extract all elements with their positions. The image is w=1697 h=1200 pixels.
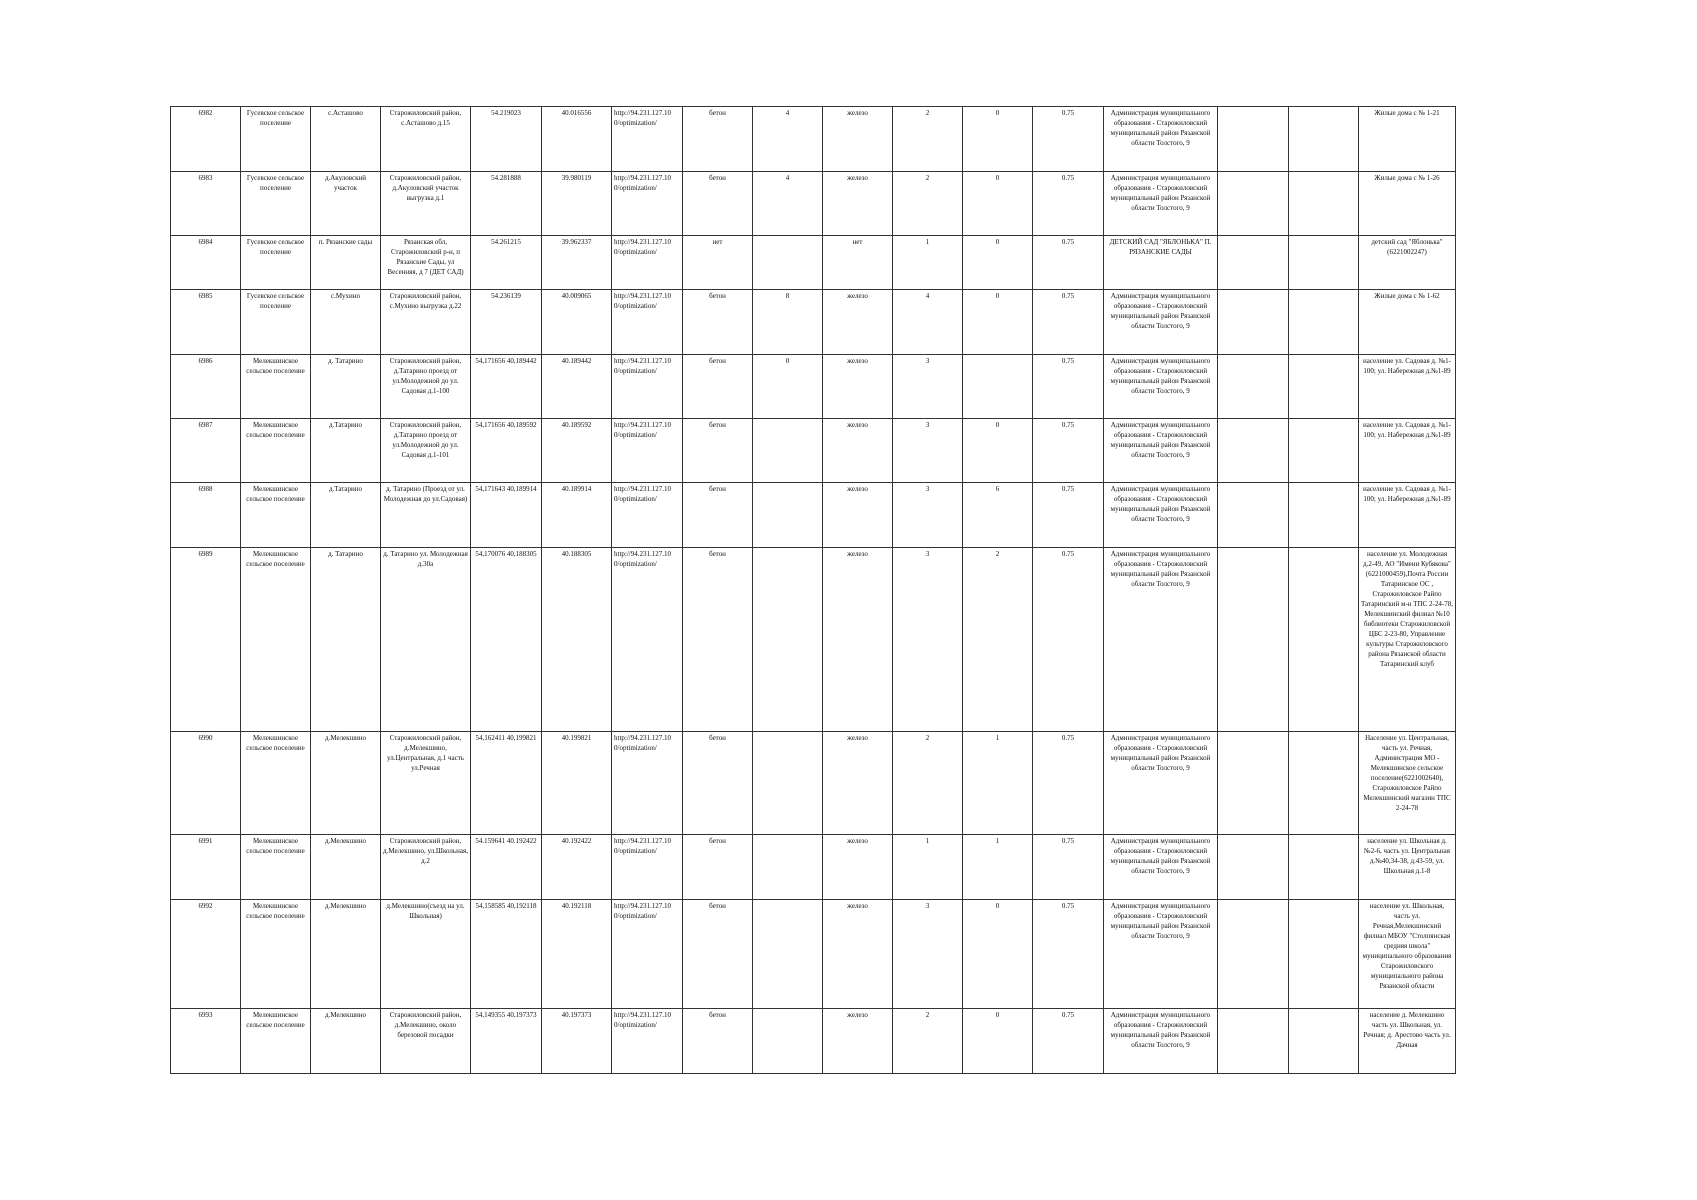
cell-lat: 54,149355 40,197373: [471, 1009, 542, 1074]
cell-locality: п. Рязанские сады: [311, 236, 381, 290]
cell-e2: [1289, 236, 1359, 290]
cell-cont-plan: 0: [963, 107, 1033, 172]
cell-area: [753, 732, 823, 835]
cell-settlement: Мелекшинское сельское поселение: [241, 548, 311, 732]
cell-cover: бетон: [683, 172, 753, 236]
cell-owner: Администрация муниципального образования - Старожиловский муниципальный район Рязанской области Толстого, 9: [1104, 107, 1218, 172]
cell-num: 6984: [171, 236, 241, 290]
cell-settlement: Мелекшинское сельское поселение: [241, 483, 311, 548]
table-row: [171, 1009, 1456, 1074]
cell-locality: д.Мелекшино: [311, 900, 381, 1009]
cell-e1: [1218, 732, 1289, 835]
cell-num: 6988: [171, 483, 241, 548]
cell-locality: д.Мелекшино: [311, 835, 381, 900]
cell-cover: бетон: [683, 355, 753, 419]
registry-table: [170, 106, 1456, 1074]
cell-owner: Администрация муниципального образования - Старожиловский муниципальный район Рязанской области Толстого, 9: [1104, 290, 1218, 355]
cell-locality: д.Акуловский участок: [311, 172, 381, 236]
cell-url: http://94.231.127.10 0/optimization/: [612, 1009, 683, 1074]
cell-lon: 40.189914: [542, 483, 612, 548]
cell-e2: [1289, 1009, 1359, 1074]
cell-url: http://94.231.127.10 0/optimization/: [612, 483, 683, 548]
cell-num: 6983: [171, 172, 241, 236]
table-row: [171, 107, 1456, 172]
cell-settlement: Гусевское сельское поселение: [241, 107, 311, 172]
cell-cont-plan: 6: [963, 483, 1033, 548]
cell-fence: железо: [823, 1009, 893, 1074]
cell-lon: 40.197373: [542, 1009, 612, 1074]
cell-lat: 54,170076 40,188305: [471, 548, 542, 732]
cell-fence: железо: [823, 483, 893, 548]
cell-e2: [1289, 172, 1359, 236]
cell-locality: с.Асташово: [311, 107, 381, 172]
cell-lat: 54.281888: [471, 172, 542, 236]
cell-lat: 54.236139: [471, 290, 542, 355]
cell-area: [753, 419, 823, 483]
cell-e1: [1218, 355, 1289, 419]
cell-lon: 40.199821: [542, 732, 612, 835]
cell-settlement: Мелекшинское сельское поселение: [241, 419, 311, 483]
cell-address: Старожиловский район, д.Мелекшино, ул.Центральная, д.1 часть ул.Речная: [381, 732, 471, 835]
cell-cont-plan: [963, 355, 1033, 419]
cell-e1: [1218, 290, 1289, 355]
cell-area: [753, 483, 823, 548]
cell-volume: 0.75: [1033, 172, 1104, 236]
cell-volume: 0.75: [1033, 900, 1104, 1009]
cell-num: 6986: [171, 355, 241, 419]
cell-owner: Администрация муниципального образования - Старожиловский муниципальный район Рязанской области Толстого, 9: [1104, 1009, 1218, 1074]
cell-locality: с.Мухино: [311, 290, 381, 355]
cell-area: [753, 1009, 823, 1074]
cell-cont-count: 1: [893, 236, 963, 290]
cell-e1: [1218, 900, 1289, 1009]
cell-volume: 0.75: [1033, 355, 1104, 419]
cell-sources: население ул. Школьная, часть ул. Речная,Мелекшинский филиал МБОУ "Столпянская средняя школа" муниципального образования Старожиловского муниципального района Рязанской области: [1359, 900, 1456, 1009]
cell-e1: [1218, 1009, 1289, 1074]
cell-lon: 40.189442: [542, 355, 612, 419]
cell-address: Старожиловский район, д.Акуловский участок выгрузка д.1: [381, 172, 471, 236]
cell-lat: 54,171656 40,189592: [471, 419, 542, 483]
cell-e1: [1218, 419, 1289, 483]
cell-address: Старожиловский район, д.Татарино проезд от ул.Молодежной до ул. Садовая д.1-100: [381, 355, 471, 419]
cell-volume: 0.75: [1033, 419, 1104, 483]
table-row: [171, 900, 1456, 1009]
cell-lat: 54,162411 40,199821: [471, 732, 542, 835]
cell-lon: 40.009065: [542, 290, 612, 355]
table-row: [171, 732, 1456, 835]
cell-address: Рязанская обл, Старожиловский р-н, п Рязанские Сады, ул Весенняя, д 7 (ДЕТ САД): [381, 236, 471, 290]
cell-sources: население ул. Садовая д. №1-100; ул. Набережная д.№1-89: [1359, 355, 1456, 419]
table-row: [171, 419, 1456, 483]
cell-cont-plan: 0: [963, 172, 1033, 236]
cell-cont-plan: 2: [963, 548, 1033, 732]
cell-owner: Администрация муниципального образования - Старожиловский муниципальный район Рязанской области Толстого, 9: [1104, 548, 1218, 732]
cell-area: [753, 900, 823, 1009]
cell-lon: 40.188305: [542, 548, 612, 732]
cell-settlement: Мелекшинское сельское поселение: [241, 1009, 311, 1074]
cell-fence: нет: [823, 236, 893, 290]
cell-address: д. Татарино ул. Молодежная д.30а: [381, 548, 471, 732]
cell-area: [753, 236, 823, 290]
cell-settlement: Мелекшинское сельское поселение: [241, 835, 311, 900]
cell-lat: 54,158585 40,192118: [471, 900, 542, 1009]
cell-sources: население ул. Школьная д.№2-6, часть ул. Центральная д.№40,34-38, д.43-59, ул. Школьная д.1-8: [1359, 835, 1456, 900]
cell-cont-count: 3: [893, 483, 963, 548]
cell-settlement: Мелекшинское сельское поселение: [241, 355, 311, 419]
cell-area: [753, 548, 823, 732]
cell-fence: железо: [823, 835, 893, 900]
table-row: [171, 172, 1456, 236]
cell-fence: железо: [823, 548, 893, 732]
cell-num: 6985: [171, 290, 241, 355]
cell-e1: [1218, 236, 1289, 290]
cell-volume: 0.75: [1033, 548, 1104, 732]
cell-e1: [1218, 107, 1289, 172]
cell-cont-plan: 0: [963, 419, 1033, 483]
cell-owner: ДЕТСКИЙ САД "ЯБЛОНЬКА" П. РЯЗАНСКИЕ САДЫ: [1104, 236, 1218, 290]
cell-e2: [1289, 835, 1359, 900]
cell-cover: бетон: [683, 483, 753, 548]
cell-cont-count: 2: [893, 172, 963, 236]
cell-sources: Жилые дома с № 1-62: [1359, 290, 1456, 355]
cell-locality: д.Мелекшино: [311, 1009, 381, 1074]
cell-lat: 54.219023: [471, 107, 542, 172]
table-row: [171, 355, 1456, 419]
cell-sources: население ул. Садовая д. №1-100; ул. Набережная д.№1-89: [1359, 483, 1456, 548]
cell-num: 6987: [171, 419, 241, 483]
cell-area: [753, 835, 823, 900]
cell-volume: 0.75: [1033, 835, 1104, 900]
cell-owner: Администрация муниципального образования - Старожиловский муниципальный район Рязанской области Толстого, 9: [1104, 835, 1218, 900]
cell-area: 8: [753, 290, 823, 355]
cell-lon: 40.189592: [542, 419, 612, 483]
cell-area: 0: [753, 355, 823, 419]
cell-e2: [1289, 419, 1359, 483]
cell-cont-count: 2: [893, 1009, 963, 1074]
cell-lat: 54,171656 40,189442: [471, 355, 542, 419]
cell-cont-plan: 0: [963, 1009, 1033, 1074]
cell-cont-count: 2: [893, 732, 963, 835]
cell-num: 6989: [171, 548, 241, 732]
cell-url: http://94.231.127.10 0/optimization/: [612, 236, 683, 290]
table-row: [171, 236, 1456, 290]
cell-lon: 40.016556: [542, 107, 612, 172]
cell-url: http://94.231.127.10 0/optimization/: [612, 900, 683, 1009]
cell-cover: бетон: [683, 835, 753, 900]
cell-owner: Администрация муниципального образования - Старожиловский муниципальный район Рязанской области Толстого, 9: [1104, 419, 1218, 483]
cell-owner: Администрация муниципального образования - Старожиловский муниципальный район Рязанской области Толстого, 9: [1104, 172, 1218, 236]
table-row: [171, 548, 1456, 732]
cell-volume: 0.75: [1033, 1009, 1104, 1074]
cell-url: http://94.231.127.10 0/optimization/: [612, 419, 683, 483]
cell-cover: бетон: [683, 1009, 753, 1074]
cell-settlement: Мелекшинское сельское поселение: [241, 900, 311, 1009]
cell-url: http://94.231.127.10 0/optimization/: [612, 107, 683, 172]
cell-sources: детский сад "Яблонька"(6221002247): [1359, 236, 1456, 290]
cell-volume: 0.75: [1033, 107, 1104, 172]
cell-e2: [1289, 900, 1359, 1009]
cell-locality: д.Татарино: [311, 483, 381, 548]
cell-lon: 40.192118: [542, 900, 612, 1009]
cell-volume: 0.75: [1033, 290, 1104, 355]
cell-locality: д. Татарино: [311, 355, 381, 419]
cell-area: 4: [753, 107, 823, 172]
cell-address: Старожиловский район, с.Асташово д.15: [381, 107, 471, 172]
cell-e2: [1289, 290, 1359, 355]
cell-address: д. Татарино (Проезд от ул. Молодежная до ул.Садовая): [381, 483, 471, 548]
cell-volume: 0.75: [1033, 483, 1104, 548]
cell-cover: нет: [683, 236, 753, 290]
cell-url: http://94.231.127.10 0/optimization/: [612, 290, 683, 355]
cell-e2: [1289, 548, 1359, 732]
cell-sources: Население ул. Центральная, часть ул. Речная, Администрация МО - Мелекшинское сельское поселение(6221002640), Старожиловское Райпо Мелекшинский магазин ТПС 2-24-78: [1359, 732, 1456, 835]
cell-cover: бетон: [683, 900, 753, 1009]
cell-cont-plan: 1: [963, 732, 1033, 835]
cell-cont-count: 1: [893, 835, 963, 900]
cell-address: Старожиловский район, с.Мухино выгрузка д.22: [381, 290, 471, 355]
cell-url: http://94.231.127.10 0/optimization/: [612, 732, 683, 835]
cell-sources: население д. Мелекшино часть ул. Школьная, ул. Речная; д. Арестово часть ул. Дачная: [1359, 1009, 1456, 1074]
table-row: [171, 835, 1456, 900]
cell-e1: [1218, 835, 1289, 900]
cell-owner: Администрация муниципального образования - Старожиловский муниципальный район Рязанской области Толстого, 9: [1104, 732, 1218, 835]
cell-fence: железо: [823, 419, 893, 483]
cell-url: http://94.231.127.10 0/optimization/: [612, 172, 683, 236]
cell-lat: 54,171643 40,189914: [471, 483, 542, 548]
cell-owner: Администрация муниципального образования - Старожиловский муниципальный район Рязанской области Толстого, 9: [1104, 483, 1218, 548]
cell-url: http://94.231.127.10 0/optimization/: [612, 548, 683, 732]
cell-cont-plan: 0: [963, 236, 1033, 290]
cell-address: Старожиловский район, д.Татарино проезд от ул.Молодежной до ул. Садовая д.1-101: [381, 419, 471, 483]
cell-url: http://94.231.127.10 0/optimization/: [612, 355, 683, 419]
cell-e2: [1289, 483, 1359, 548]
cell-e2: [1289, 355, 1359, 419]
cell-lon: 40.192422: [542, 835, 612, 900]
cell-num: 6991: [171, 835, 241, 900]
cell-e1: [1218, 483, 1289, 548]
cell-cover: бетон: [683, 548, 753, 732]
cell-owner: Администрация муниципального образования - Старожиловский муниципальный район Рязанской области Толстого, 9: [1104, 355, 1218, 419]
cell-fence: железо: [823, 732, 893, 835]
cell-address: Старожиловский район, д.Мелекшино, около березовой посадки: [381, 1009, 471, 1074]
cell-locality: д. Татарино: [311, 548, 381, 732]
cell-fence: железо: [823, 172, 893, 236]
cell-e2: [1289, 107, 1359, 172]
cell-address: д.Мелекшино(съезд на ул. Школьная): [381, 900, 471, 1009]
cell-num: 6982: [171, 107, 241, 172]
cell-num: 6992: [171, 900, 241, 1009]
cell-e1: [1218, 172, 1289, 236]
cell-cont-count: 2: [893, 107, 963, 172]
cell-locality: д.Татарино: [311, 419, 381, 483]
cell-cover: бетон: [683, 107, 753, 172]
cell-settlement: Гусевское сельское поселение: [241, 172, 311, 236]
cell-sources: Жилые дома с № 1-21: [1359, 107, 1456, 172]
cell-cont-count: 3: [893, 355, 963, 419]
cell-address: Старожиловский район, д.Мелекшино, ул.Школьная, д.2: [381, 835, 471, 900]
cell-settlement: Гусевское сельское поселение: [241, 236, 311, 290]
cell-cont-count: 4: [893, 290, 963, 355]
cell-area: 4: [753, 172, 823, 236]
cell-cont-plan: 0: [963, 290, 1033, 355]
cell-settlement: Гусевское сельское поселение: [241, 290, 311, 355]
cell-e1: [1218, 548, 1289, 732]
cell-e2: [1289, 732, 1359, 835]
cell-fence: железо: [823, 355, 893, 419]
cell-locality: д.Мелекшино: [311, 732, 381, 835]
cell-cont-plan: 0: [963, 900, 1033, 1009]
cell-lon: 39.962337: [542, 236, 612, 290]
cell-cont-count: 3: [893, 419, 963, 483]
cell-settlement: Мелекшинское сельское поселение: [241, 732, 311, 835]
cell-lat: 54.261215: [471, 236, 542, 290]
cell-cover: бетон: [683, 419, 753, 483]
cell-num: 6993: [171, 1009, 241, 1074]
cell-sources: население ул. Молодежная д.2-49, АО "Имени Кубякова" (6221000459),Почта России Татаринское ОС , Старожиловское Райпо Татаринский м-н ТПС 2-24-78, Мелекшинский филиал №10 библиотеки Старожиловской ЦБС 2-23-80, Управление культуры Старожиловского района Рязанской области Татаринский клуб: [1359, 548, 1456, 732]
cell-cont-count: 3: [893, 900, 963, 1009]
cell-fence: железо: [823, 290, 893, 355]
cell-lat: 54.159641 40.192422: [471, 835, 542, 900]
cell-owner: Администрация муниципального образования - Старожиловский муниципальный район Рязанской области Толстого, 9: [1104, 900, 1218, 1009]
cell-sources: Жилые дома с № 1-26: [1359, 172, 1456, 236]
cell-cover: бетон: [683, 732, 753, 835]
cell-cont-count: 3: [893, 548, 963, 732]
cell-cont-plan: 1: [963, 835, 1033, 900]
cell-cover: бетон: [683, 290, 753, 355]
cell-num: 6990: [171, 732, 241, 835]
cell-fence: железо: [823, 107, 893, 172]
cell-fence: железо: [823, 900, 893, 1009]
cell-url: http://94.231.127.10 0/optimization/: [612, 835, 683, 900]
table-row: [171, 483, 1456, 548]
cell-lon: 39.980119: [542, 172, 612, 236]
table-row: [171, 290, 1456, 355]
cell-volume: 0.75: [1033, 236, 1104, 290]
cell-volume: 0.75: [1033, 732, 1104, 835]
cell-sources: население ул. Садовая д. №1-100; ул. Набережная д.№1-89: [1359, 419, 1456, 483]
